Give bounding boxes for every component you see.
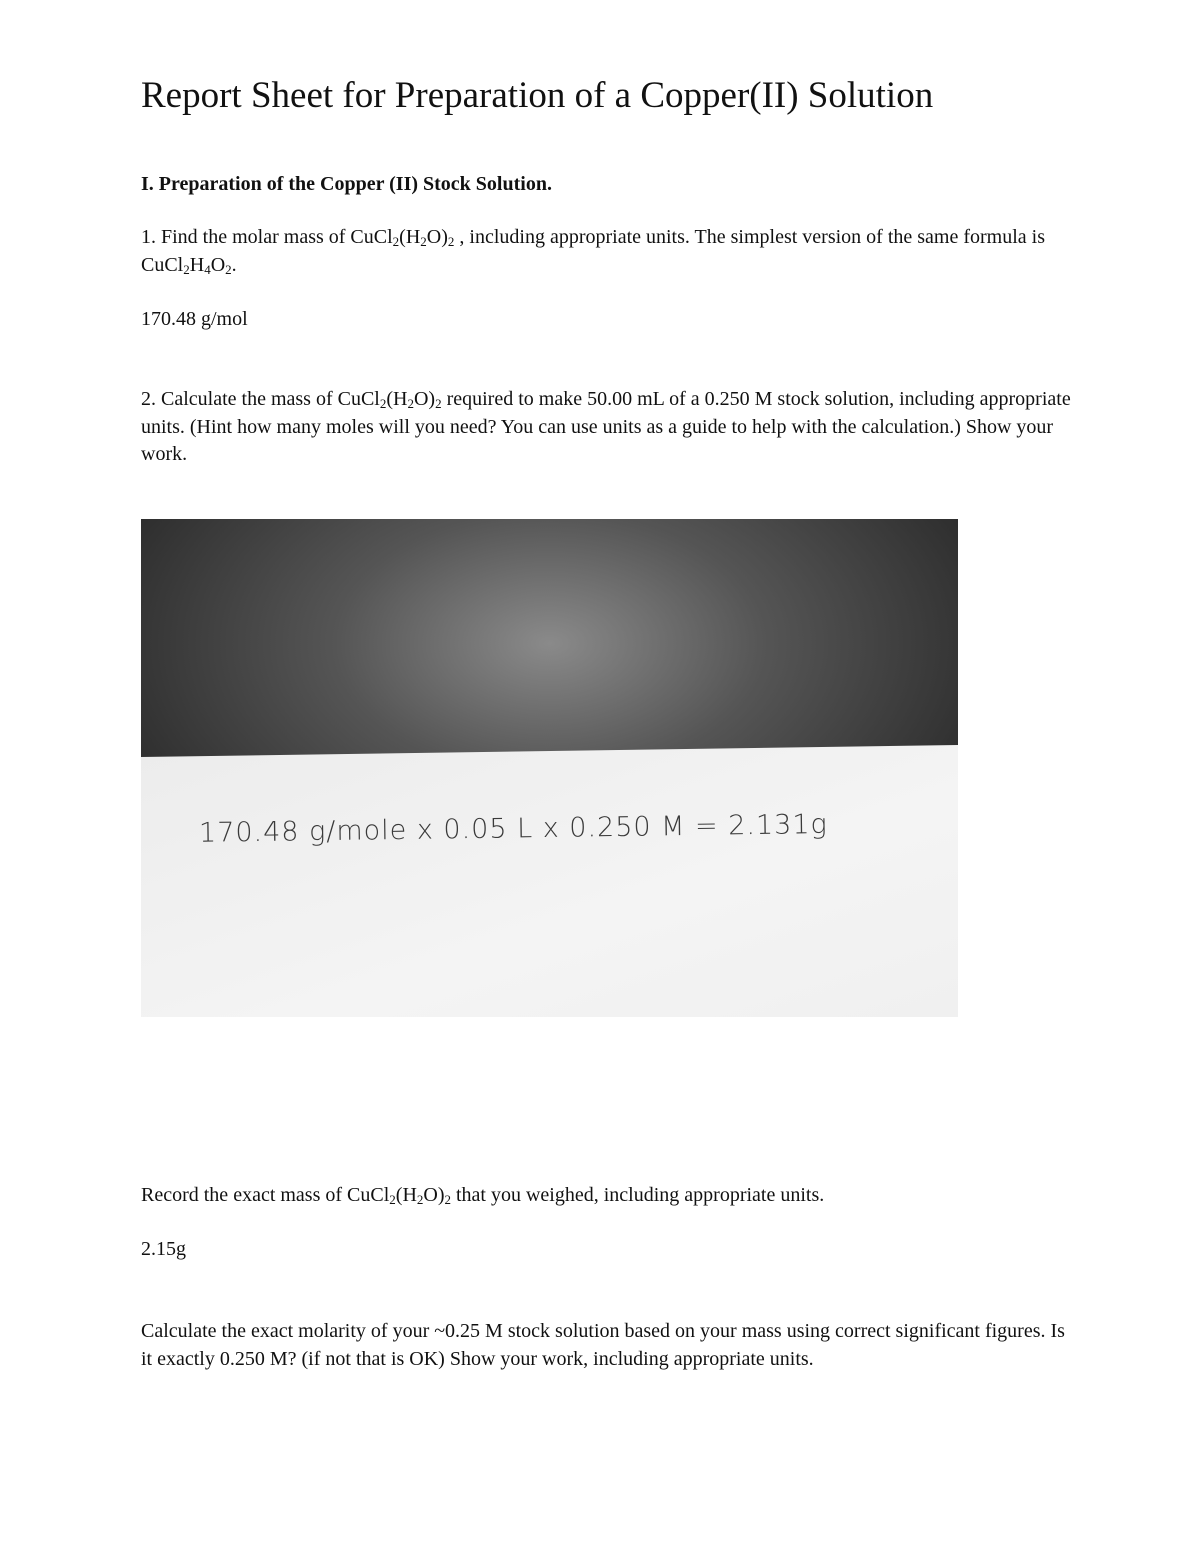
q3-part-c: O) bbox=[423, 1184, 445, 1206]
q1-subscript-f: 2 bbox=[225, 261, 232, 277]
q1-part-c: O) bbox=[426, 226, 448, 248]
q1-part-e: H bbox=[189, 253, 205, 276]
question-1-answer: 170.48 g/mol bbox=[141, 308, 248, 330]
q3-subscript-b: 2 bbox=[416, 1192, 424, 1207]
q3-subscript-a: 2 bbox=[389, 1192, 396, 1207]
q1-subscript-c: 2 bbox=[447, 234, 455, 249]
q1-part-f: O bbox=[210, 253, 226, 276]
handwritten-calculation: 170.48 g/mole x 0.05 L x 0.250 M = 2.131g bbox=[198, 808, 828, 849]
question-1-text bbox=[141, 224, 1071, 279]
q1-part-d: , including appropriate units. The simplest version of the same formula is CuCl bbox=[141, 226, 1046, 276]
section-heading: I. Preparation of the Copper (II) Stock Solution. bbox=[141, 173, 552, 195]
handwritten-work-photo bbox=[141, 519, 958, 1017]
q3-part-a: Record the exact mass of CuCl bbox=[141, 1184, 390, 1206]
q1-subscript-d: 2 bbox=[183, 261, 190, 277]
question-2-text bbox=[141, 386, 1071, 469]
question-4-text: Calculate the exact molarity of your ~0.25 M stock solution based on your mass using correct significant figures. Is it exactly 0.250 M? (if not that is OK) Show your work, including appropriate units. bbox=[141, 1320, 1065, 1370]
q1-part-g: . bbox=[231, 253, 237, 276]
q1-subscript-a: 2 bbox=[392, 234, 400, 249]
q2-part-d: required to make 50.00 mL of a 0.250 M stock solution, including appropriate units. (Hint how many moles will you need? You can use units as a guide to help with the calculation.) Show your work. bbox=[141, 388, 1071, 465]
q2-part-c: O) bbox=[413, 388, 436, 410]
q3-part-d: that you weighed, including appropriate units. bbox=[451, 1184, 825, 1206]
page-title: Report Sheet for Preparation of a Copper(II) Solution bbox=[141, 75, 934, 116]
q2-subscript-b: 2 bbox=[407, 396, 414, 411]
q2-part-b: (H bbox=[386, 388, 408, 410]
question-3-answer: 2.15g bbox=[141, 1238, 186, 1260]
q1-subscript-e: 4 bbox=[204, 261, 211, 277]
q3-subscript-c: 2 bbox=[444, 1192, 451, 1207]
q2-subscript-a: 2 bbox=[379, 396, 387, 411]
q2-part-a: 2. Calculate the mass of CuCl bbox=[141, 388, 380, 410]
q1-part-a: 1. Find the molar mass of CuCl bbox=[141, 226, 393, 248]
q1-subscript-b: 2 bbox=[420, 234, 427, 249]
question-3-text bbox=[141, 1182, 1071, 1210]
q1-part-b: (H bbox=[399, 226, 421, 248]
q3-part-b: (H bbox=[395, 1184, 417, 1206]
q2-subscript-c: 2 bbox=[435, 396, 442, 411]
paper-sheet bbox=[141, 745, 958, 1017]
photo-svg bbox=[141, 519, 958, 1017]
